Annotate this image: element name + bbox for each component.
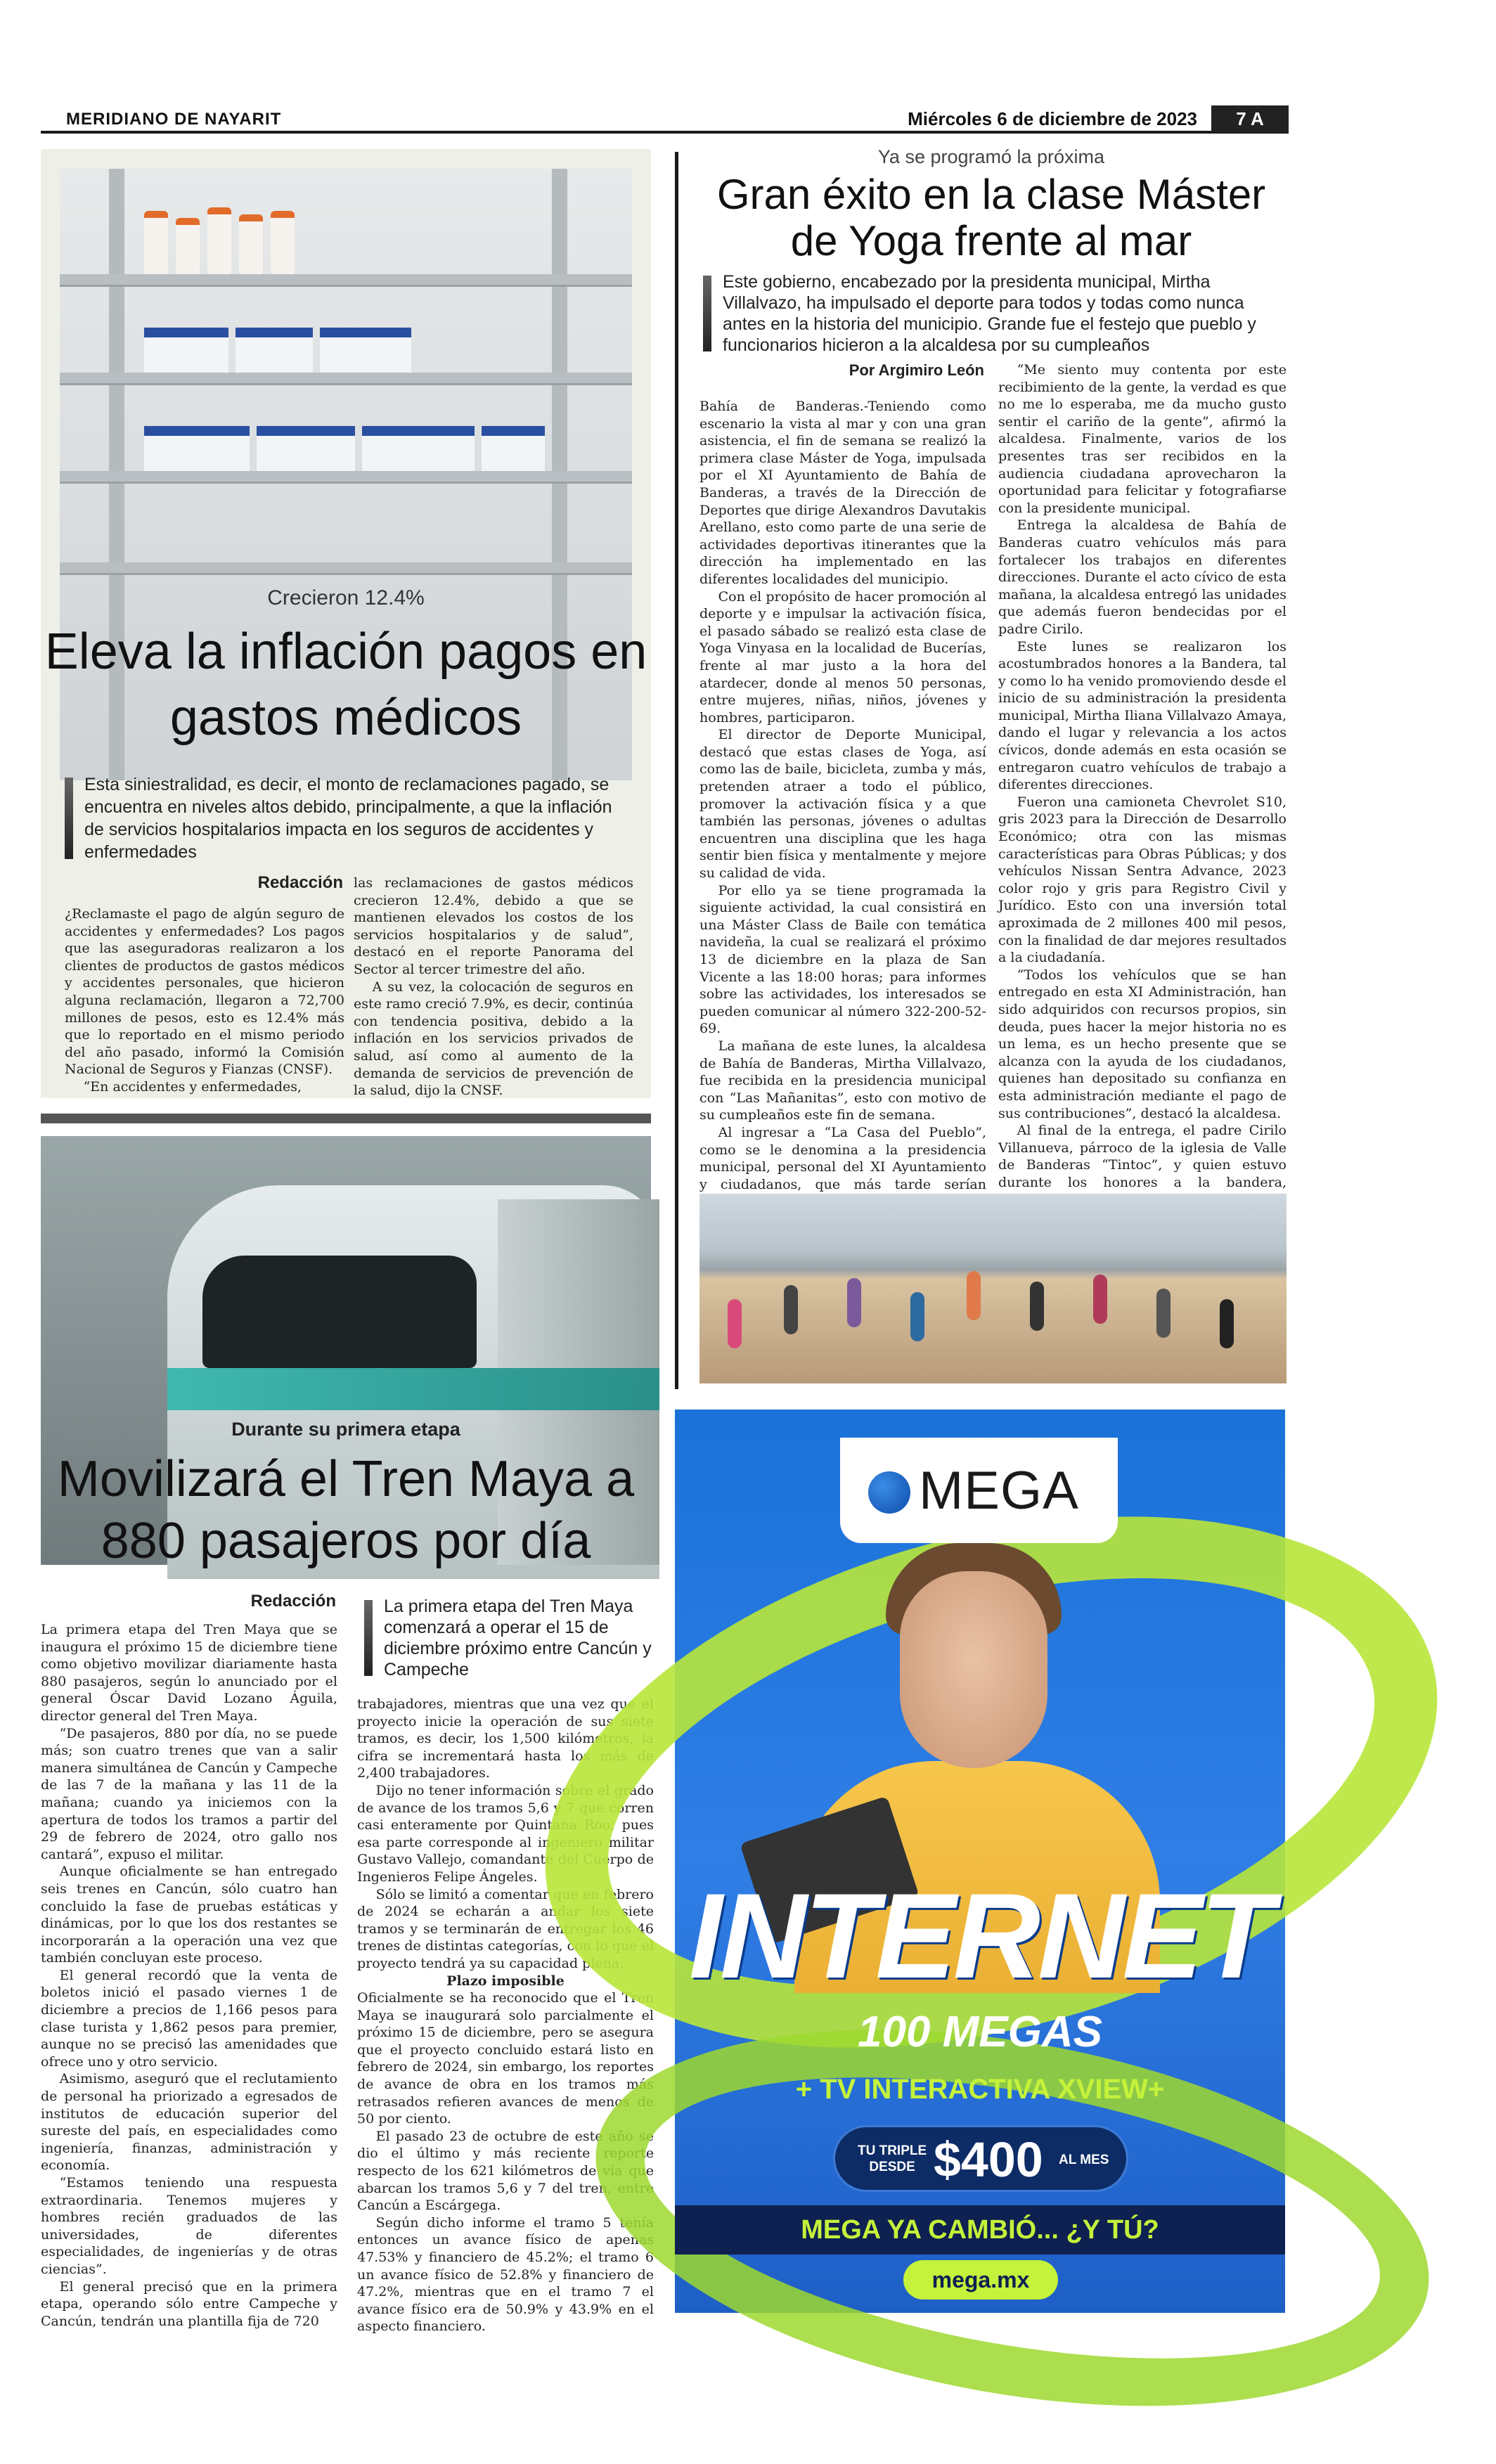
paragraph: La mañana de este lunes, la alcaldesa de Bahía de Banderas, Mirtha Villalvazo, fue recibida en la presidencia municipal con “Las Mañanitas”, esto con motivo de su cumpleaños este fin de semana. <box>699 1038 986 1123</box>
paragraph: las reclamaciones de gastos médicos crecieron 12.4%, debido a que se mantienen elevados los costos de los servicios hospitalarios y de salud”, destacó en el reporte Panorama del Sector al tercer trimestre del año. <box>354 875 633 977</box>
paragraph: “Me siento muy contenta por este recibimiento de la gente, la verdad es que no me lo esperaba, me da mucho gusto sentir el cariño de la gente”, afirmó la alcaldesa. Finalmente, varios de los presentes tras ser recibidos en la audiencia ciudadana aprovecharon la oportunidad para felicitar y fotografiarse con la presidente municipal. <box>998 362 1287 516</box>
paragraph: Oficialmente se ha reconocido que el Tren Maya se inaugurará solo parcialmente el próximo 15 de diciembre, pero se asegura que el proyecto concluido estará listo en febrero de 2024, sin embargo, los reportes de avance de obra en los tramos más retrasados refieren avances de menos de 50 por ciento. <box>357 1990 654 2127</box>
paragraph: A su vez, la colocación de seguros en este ramo creció 7.9%, es decir, continúa con tendencia positiva, debido a la inflación en los servicios privados de salud, así como al aumento de la demanda de servicios de prevención de la salud, dijo la CNSF. <box>354 979 633 1099</box>
paragraph: Entrega la alcaldesa de Bahía de Banderas cuatro vehículos más para fortalecer los trabajos en diferentes direcciones. Durante el acto cívico de esta mañana, la alcaldesa entregó las unidades que además fueron bendecidas por el padre Cirilo. <box>998 517 1287 637</box>
paragraph: “De pasajeros, 880 por día, no se puede más; son cuatro trenes que van a salir manera simultánea de Cancún y Campeche de las 7 de la mañana y las 11 de la mañana; cuando ya iniciemos con la apertura de todos los tramos a partir del 29 de febrero de 2024, otro gallo nos cantará”, expuso el militar. <box>41 1725 337 1862</box>
section-divider <box>41 1114 651 1123</box>
paragraph: El general recordó que la venta de boletos inició el pasado viernes 1 de diciembre a precios de 1,166 pesos para clase turista y 1,862 pesos para premier, aunque no se precisó las amenidades que ofrece uno y otro servicio. <box>41 1967 337 2070</box>
train-byline: Redacción <box>250 1592 336 1611</box>
paragraph: Dijo no tener información sobre el grado de avance de los tramos 5,6 y 7 que corren casi enteramente por Quintana Roo, pues esa parte corresponde al ingeniero militar Gustavo Vallejo, comandante del Cuerpo de Ingenieros Felipe Ángeles. <box>357 1782 654 1885</box>
inflation-headline: Eleva la inflación pagos en gastos médicos <box>44 624 647 746</box>
paragraph: ¿Reclamaste el pago de algún seguro de accidentes y enfermedades? Los pagos que las aseguradoras realizaron a los clientes de productos de gastos médicos y accidentes personales, que hicieron alguna reclamación, llegaron a 72,700 millones de pesos, esto es 12.4% más que lo reportado en el mismo periodo del año pasado, informó la Comisión Nacional de Seguros y Fianzas (CNSF). <box>65 906 344 1078</box>
yoga-deck <box>696 271 1287 356</box>
yoga-column-2 <box>998 361 1287 1226</box>
ad-url-link[interactable]: mega.mx <box>903 2260 1058 2299</box>
paragraph: La primera etapa del Tren Maya que se inaugura el próximo 15 de diciembre tiene como objetivo movilizar diariamente hasta 880 pasajeros, según lo anunciado por el general Óscar David Lozano Águila, director general del Tren Maya. <box>41 1622 337 1724</box>
paragraph: Este lunes se realizaron los acostumbrados honores a la Bandera, tal y como lo ha venido promoviendo desde el inicio de su administración la presidenta municipal, Mirtha Iliana Villalvazo Amaya, dando el lugar y relevancia a los actos cívicos, donde además en esta ocasión se entregaron cuatro vehículos de trabajo a diferentes direcciones. <box>998 638 1287 793</box>
ad-tv-offer: + TV INTERACTIVA XVIEW+ <box>795 2074 1165 2105</box>
mega-advertisement[interactable] <box>675 1410 1285 2313</box>
page-header <box>41 105 1289 134</box>
issue-date: Miércoles 6 de diciembre de 2023 <box>908 108 1197 129</box>
paragraph: “En accidentes y enfermedades, <box>83 1078 302 1095</box>
inflation-deck <box>58 773 634 863</box>
price-prefix-1: TU TRIPLE <box>858 2143 927 2158</box>
price-suffix: AL MES <box>1059 2153 1109 2167</box>
train-kicker: Durante su primera etapa <box>231 1419 460 1440</box>
mega-logo <box>840 1438 1118 1543</box>
paragraph: trabajadores, mientras que una vez que el proyecto inicie la operación de sus siete tramos, es decir, los 1,500 kilómetros, la cifra se incrementará hasta los más de 2,400 trabajadores. <box>357 1696 654 1781</box>
paragraph: Por ello ya se tiene programada la siguiente actividad, la cual consistirá en una Máster Class de Baile con temática navideña, la cual se realizará el próximo 13 de diciembre en la plaza de San Vicente a las 18:00 horas; para informes sobre las actividades, los interesados se pueden comunicar al número 322-200-52-69. <box>699 882 986 1037</box>
price-prefix <box>858 2143 927 2175</box>
yoga-byline: Por Argimiro León <box>849 361 984 379</box>
paragraph: “Todos los vehículos que se han entregado en esta XI Administración, han sido adquiridos con recursos propios, sin deuda, pues hacer la mejor historia no es un lema, es un hecho presente que se alcanza con la ayuda de los ciudadanos, quienes han depositado su confianza en esta administración mediante el pago de sus contribuciones”, destacó la alcaldesa. <box>998 967 1287 1121</box>
globe-icon <box>868 1471 910 1514</box>
column-rule <box>675 152 678 1389</box>
yoga-kicker: Ya se programó la próxima <box>877 146 1105 167</box>
ad-slogan: MEGA YA CAMBIÓ... ¿Y TÚ? <box>801 2215 1159 2245</box>
paragraph: Al ingresar a “La Casa del Pueblo”, como se le denomina a la presidencia municipal, personal del XI Ayuntamiento y ciudadanos, que más tarde serían <box>699 1124 986 1192</box>
inflation-column-1 <box>65 905 344 1096</box>
price-value: $400 <box>934 2132 1043 2187</box>
page-number: 7 A <box>1211 105 1289 132</box>
paragraph: Con el propósito de hacer promoción al deporte y e impulsar la activación física, el pasado sábado se realizó esta clase de Yoga Vinyasa en la localidad de Bucerías, frente al mar justo a la hora del atardecer, donde al menos 50 personas, entre mujeres, niñas, niños, jóvenes y hombres, participaron. <box>699 588 986 725</box>
ad-speed: 100 MEGAS <box>857 2008 1103 2056</box>
brand-name: MEGA <box>919 1461 1079 1521</box>
paragraph: Sólo se limitó a comentar que en febrero de 2024 se echarán a andar los siete tramos y se terminarán de entregar los 46 trenes de distintas categorías, con lo que el proyecto tendrá ya su capacidad plena. <box>357 1886 654 1971</box>
yoga-column-1 <box>699 398 986 1279</box>
masthead: MERIDIANO DE NAYARIT <box>66 110 282 129</box>
price-badge <box>833 2125 1128 2192</box>
train-deck-text: La primera etapa del Tren Maya comenzará a operar el 15 de diciembre próximo entre Cancún y Campeche <box>384 1597 652 1679</box>
train-headline: Movilizará el Tren Maya a 880 pasajeros por día <box>57 1451 635 1569</box>
inflation-byline: Redacción <box>257 873 343 892</box>
model-photo <box>900 1571 1047 1768</box>
paragraph: El director de Deporte Municipal, destacó que estas clases de Yoga, así como las de baile, bicicleta, zumba y más, pretenden atraer a todo el público, promover la activación física y a que también las personas, jóvenes o adultas encuentren una disciplina que les haga sentir bien física y mentalmente y mejore su calidad de vida. <box>699 727 986 882</box>
paragraph: Asimismo, aseguró que el reclutamiento de personal ha priorizado a egresados de institutos de educación superior del sureste del país, en especialidades como ingeniería, finanzas, administración y economía. <box>41 2071 337 2174</box>
train-subhead: Plazo imposible <box>446 1973 565 1989</box>
inflation-deck-text: Esta siniestralidad, es decir, el monto de reclamaciones pagado, se encuentra en niveles altos debido, principalmente, a que la inflación de servicios hospitalarios impacta en los seguros de accidentes y enfermedades <box>84 775 612 862</box>
price-prefix-2: DESDE <box>869 2160 915 2174</box>
train-column-1 <box>41 1621 337 2330</box>
yoga-deck-text: Este gobierno, encabezado por la presidenta municipal, Mirtha Villalvazo, ha impulsado el deporte para todos y todas como nunca antes en la historia del municipio. Grande fue el festejo que pueblo y funcionarios hicieron a la alcaldesa por su cumpleaños <box>723 272 1256 355</box>
ad-title: INTERNET <box>689 1869 1271 2004</box>
paragraph: El pasado 23 de octubre de este año se dio el último y más reciente reporte respecto de los 621 kilómetros de vía que abarcan los tramos 5,6 y 7 del tren, entre Cancún a Escárgega. <box>357 2128 654 2214</box>
paragraph: Fueron una camioneta Chevrolet S10, gris 2023 para la Dirección de Desarrollo Económico; otra con las mismas características para Obras Públicas; y dos vehículos Nissan Sentra Advance, 2023 color rojo y gris para Registro Civil y Jurídico. Esto con una inversión total aproximada de 2 millones 400 mil pesos, con la finalidad de dar mejores resultados a la ciudadanía. <box>998 794 1287 966</box>
train-deck <box>357 1596 652 1680</box>
yoga-headline: Gran éxito en la clase Máster de Yoga frente al mar <box>716 171 1266 264</box>
inflation-column-2 <box>354 875 633 1099</box>
beach-yoga-photo <box>699 1194 1287 1383</box>
paragraph: El general precisó que en la primera etapa, operando sólo entre Campeche y Cancún, tendrán una plantilla fija de 720 <box>41 2278 337 2329</box>
paragraph: “Estamos teniendo una respuesta extraordinaria. Tenemos mujeres y hombres recién graduados de las universidades, de diferentes especialidades, de ingenierías y de otras ciencias”. <box>41 2175 337 2277</box>
paragraph: Al final de la entrega, el padre Cirilo Villanueva, párroco de la iglesia de Valle de Banderas “Tintoc”, y quien estuvo durante los honores a la bandera, <box>998 1123 1287 1190</box>
inflation-article <box>41 149 651 1098</box>
paragraph: Bahía de Banderas.-Teniendo como escenario la vista al mar y con una gran asistencia, el fin de semana se realizó la primera clase Máster de Yoga, impulsada por el XI Ayuntamiento de Bahía de Banderas, a través de la Dirección de Deportes que dirige Alexandros Davutakis Arellano, esto como parte de una serie de actividades deportivas itinerantes que la dirección ha implementado en las diferentes localidades del municipio. <box>699 399 986 587</box>
paragraph: Según dicho informe el tramo 5 tenía entonces un avance físico de apenas 47.53% y financiero de 45.2%; el tramo 6 un avance físico de 52.8% y financiero de 47.2%, mientras que en el tramo 7 el avance físico era de 50.9% y 43.9% en el aspecto financiero. <box>357 2214 654 2335</box>
paragraph: Aunque oficialmente se han entregado seis trenes en Cancún, sólo cuatro han concluido la fase de pruebas estáticas y dinámicas, por lo que los dos restantes se incorporarán a la operación una vez que también concluyan este proceso. <box>41 1864 337 1966</box>
inflation-kicker: Crecieron 12.4% <box>267 586 425 609</box>
